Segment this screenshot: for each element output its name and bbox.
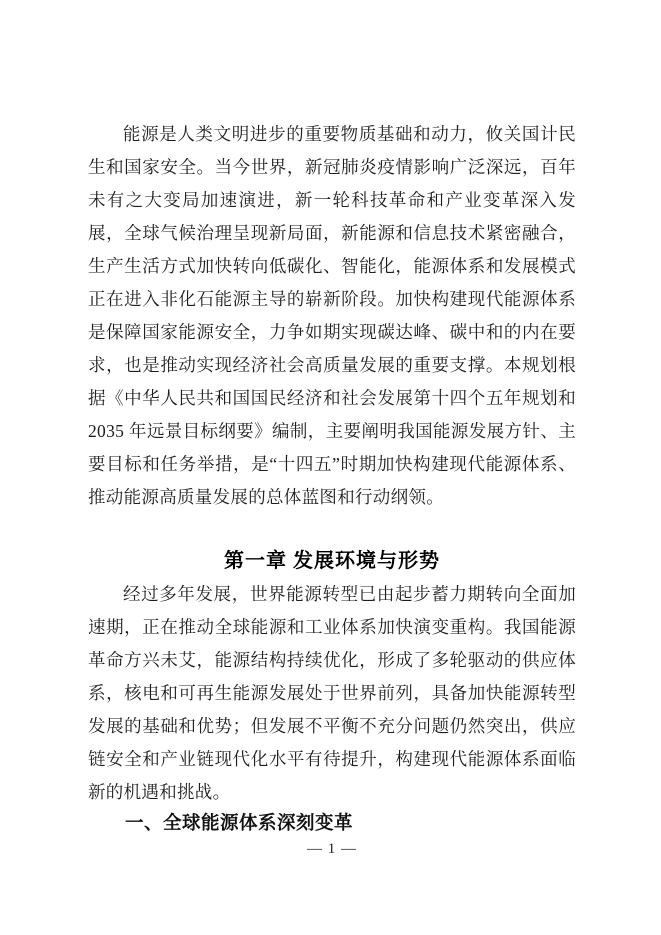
section-heading: 一、全球能源体系深刻变革: [125, 812, 354, 833]
intro-paragraph: 能源是人类文明进步的重要物质基础和动力，攸关国计民生和国家安全。当今世界，新冠肺炎疫情影响广泛深远，百年未有之大变局加速演进，新一轮科技革命和产业变革深入发展，全球气候治理呈现新局面，新能源和信息技术紧密融合，生产生活方式加快转向低碳化、智能化，能源体系和发展模式正在进入非化石能源主导的崭新阶段。加快构建现代能源体系是保障国家能源安全，力争如期实现碳达峰、碳中和的内在要求，也是推动实现经济社会高质量发展的重要支撑。本规划根据《中华人民共和国国民经济和社会发展第十四个五年规划和 2035 年远景目标纲要》编制，主要阐明我国能源发展方针、主要目标和任务举措，是“十四五”时期加快构建现代能源体系、推动能源高质量发展的总体蓝图和行动纲领。: [88, 124, 576, 507]
chapter-paragraph: 经过多年发展，世界能源转型已由起步蓄力期转向全面加速期，正在推动全球能源和工业体系加快演变重构。我国能源革命方兴未艾，能源结构持续优化，形成了多轮驱动的供应体系，核电和可再生能源发展处于世界前列，具备加快能源转型发展的基础和优势；但发展不平衡不充分问题仍然突出，供应链安全和产业链现代化水平有待提升，构建现代能源体系面临新的机遇和挑战。: [88, 584, 576, 802]
page-number: — 1 —: [307, 841, 357, 857]
chapter-heading: 第一章 发展环境与形势: [224, 550, 440, 572]
